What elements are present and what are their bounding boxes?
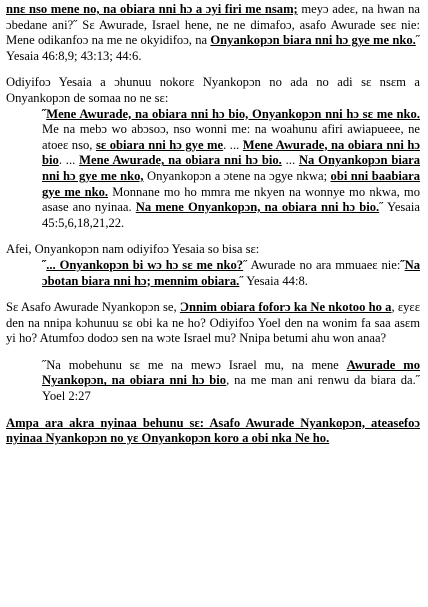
body-text: Onyankopɔn a ɔtene na ɔgye nkwa; bbox=[143, 168, 331, 183]
quote-mark: ˝ bbox=[73, 17, 78, 32]
bold-underlined-text: Na mene Onyankopɔn, na obiara nni hɔ bio. bbox=[135, 200, 380, 215]
body-text: , na me man ani renwu da biara da. bbox=[226, 373, 416, 388]
quote-mark: ˝ bbox=[42, 357, 47, 372]
body-text: ... bbox=[281, 153, 299, 168]
body-text: Monnane mo ho mmra me nkyen na wonnye mo nkwa, mo asase ano nyinaa. bbox=[42, 184, 420, 215]
body-text: ˝ Awurade no ara mmuaeɛ nie: bbox=[243, 257, 401, 272]
body-text: Sɛ Asafo Awurade Nyankopɔn se, bbox=[6, 300, 180, 315]
conclusion-text: Ampa ara akra nyinaa behunu sɛ: Asafo Awurade Nyankopɔn, ateasefoɔ nyinaa Nyankopɔn no yɛ Onyankopɔn koro a obi nka Ne ho. bbox=[6, 415, 420, 446]
bold-underlined-text: Na Onyankopɔn biara nni hɔ gye me nko, bbox=[42, 153, 421, 183]
bold-underlined-text: Ɔnnim obiara foforɔ ka Ne nkotoo ho a bbox=[179, 300, 392, 315]
bold-underlined-text: obi nni baabiara gye me nko. bbox=[42, 168, 421, 199]
quote-mark: ˝ bbox=[42, 106, 47, 121]
scripture-reference: ˝ Yesaia 45:5,6,18,21,22. bbox=[42, 200, 420, 230]
conclusion-paragraph bbox=[6, 416, 420, 447]
bold-underlined-text: Mene Awurade, na obiara nni hɔ bio, Onyankopɔn nni hɔ sɛ me nko. bbox=[46, 106, 420, 121]
bold-underlined-text: Mene Awurade, na obiara nni hɔ bio. bbox=[79, 153, 282, 168]
body-text: meyɔ adeɛ, na hwan na ɔbedane ani? bbox=[6, 2, 420, 32]
body-text: Afei, Onyankopɔn nam odiyifoɔ Yesaia so bisa sɛ: bbox=[6, 242, 260, 257]
block-quote bbox=[6, 107, 420, 232]
bold-underlined-text: Na ɔbotan biara nni hɔ; mennim obiara. bbox=[42, 257, 421, 288]
scripture-reference: ˝ Yesaia 46:8,9; 43:13; 44:6. bbox=[6, 33, 420, 63]
bold-underlined-text: sɛ obiara nni hɔ gye me bbox=[95, 137, 224, 152]
paragraph-question bbox=[6, 300, 420, 347]
body-text: , ɛyɛɛ den na nnipa kɔhunuu sɛ obi ka ne ho? Odiyifoɔ Yoel den na wonim fa saa asɛm yi ho? Atumfoɔ dodoɔ sen na wɔte Israel mu? Nnipa betumi ahu won anaa? bbox=[6, 300, 421, 346]
quote-mark: ˝ bbox=[400, 257, 405, 272]
bold-underlined-text: nnɛ nso mene no, na obiara nni hɔ a ɔyi firi me nsam; bbox=[6, 2, 298, 16]
bold-underlined-text: Onyankopɔn biara nni hɔ gye me nko. bbox=[210, 33, 416, 48]
paragraph-intro bbox=[6, 75, 420, 106]
bold-underlined-text: Mene Awurade, na obiara nni hɔ bio bbox=[42, 137, 420, 168]
paragraph-intro bbox=[6, 242, 420, 258]
scripture-reference: ˝ Yesaia 44:8. bbox=[239, 273, 308, 288]
scripture-reference: ˝ Yoel 2:27 bbox=[42, 373, 420, 404]
block-quote bbox=[6, 358, 420, 405]
body-text: . ... bbox=[223, 137, 243, 152]
body-text: Odiyifoɔ Yesaia a ɔhunuu nokorɛ Nyankopɔn no ada no adi sɛ nsɛm a Onyankopɔn de somaa no ne sɛ: bbox=[6, 75, 420, 105]
bold-underlined-text: ... Onyankopɔn bi wɔ hɔ sɛ me nko? bbox=[46, 257, 244, 272]
body-text: Me na mebɔ wo abɔsoɔ, nso wonni me: na woahunu afiri awiapueee, ne atoeɛ nso, bbox=[42, 122, 420, 152]
body-text: . ... bbox=[58, 153, 80, 168]
block-quote bbox=[6, 258, 420, 289]
paragraph-continuation bbox=[6, 2, 420, 64]
body-text: Sɛ Awurade, Israel hene, ne ne dimafoɔ, asafo Awurade seɛ nie: Mene odikanfoɔ na me ne okyidifoɔ, na bbox=[6, 17, 421, 48]
bold-underlined-text: Awurade mo Nyankopɔn, na obiara nni hɔ bio bbox=[42, 357, 421, 388]
body-text: Na mobehunu sɛ me na mewɔ Israel mu, na mene bbox=[46, 357, 347, 372]
quote-mark: ˝ bbox=[42, 257, 47, 272]
